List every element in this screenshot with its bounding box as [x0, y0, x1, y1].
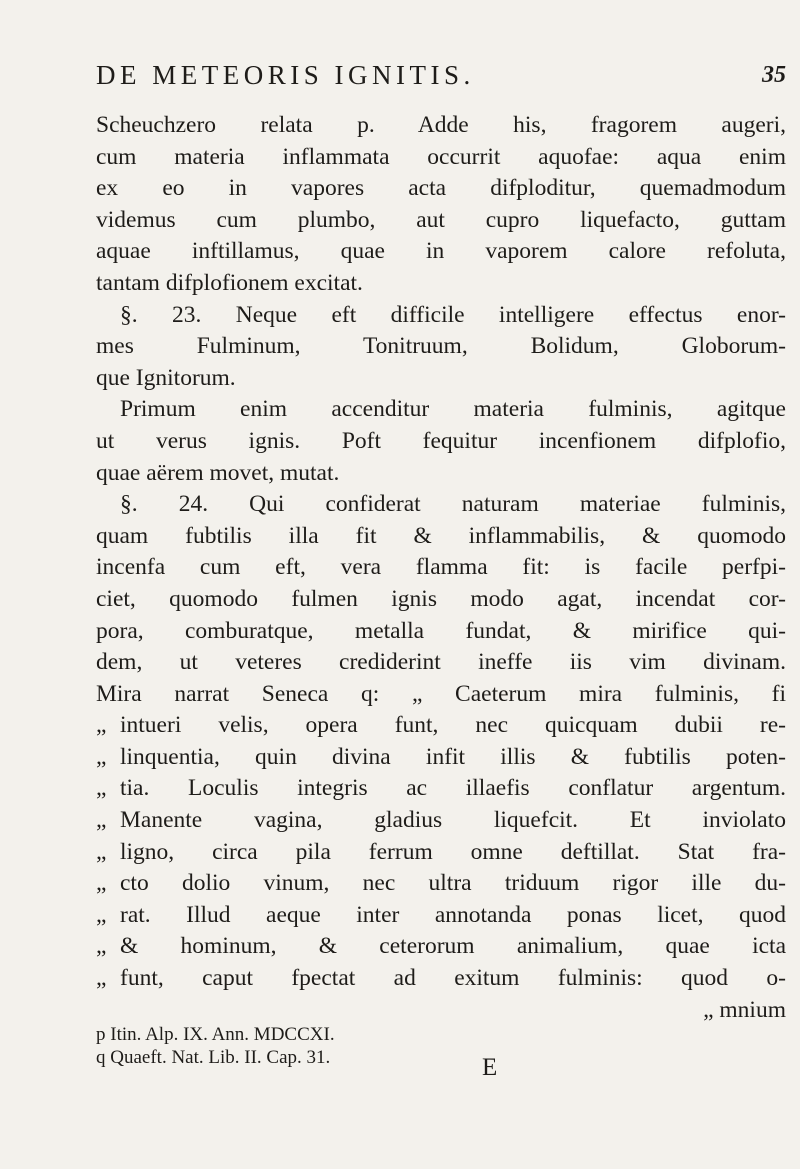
footnote: p Itin. Alp. IX. Ann. MDCCXI. — [96, 1024, 335, 1045]
text-line: que Ignitorum. — [96, 364, 236, 391]
quote-line — [96, 837, 786, 869]
page-number: 35 — [762, 62, 786, 88]
footnotes — [96, 1023, 496, 1069]
quote-mark: „ — [96, 743, 107, 770]
quote-mark: „ — [96, 838, 107, 865]
quote-mark: „ — [96, 965, 107, 992]
quote-line — [96, 773, 786, 805]
text-line: Mira narrat Seneca q: „ Caeterum mira fulminis, fi — [96, 680, 786, 707]
quote-line — [96, 868, 786, 900]
text-line: mes Fulminum, Tonitruum, Bolidum, Globorum- — [96, 333, 786, 360]
quote-text: funt, caput fpectat ad exitum fulminis: quod o- — [120, 965, 786, 992]
section-heading-line: §. 23. Neque eft difficile intelligere effectus enor- — [120, 301, 786, 328]
quote-line — [96, 742, 786, 774]
text-line: quam fubtilis illa fit & inflammabilis, & quomodo — [96, 522, 786, 549]
text-line: ex eo in vapores acta difploditur, quemadmodum — [96, 175, 786, 202]
catchword-line: „ mnium — [703, 996, 786, 1023]
quote-line — [96, 805, 786, 837]
text-line: incenfa cum eft, vera flamma fit: is facile perfpi- — [96, 554, 786, 581]
section-heading-line: §. 24. Qui confiderat naturam materiae fulminis, — [120, 491, 786, 518]
quote-text: & hominum, & ceterorum animalium, quae icta — [120, 933, 786, 960]
text-line: aquae inftillamus, quae in vaporem calore refoluta, — [96, 238, 786, 265]
quote-mark: „ — [96, 901, 107, 928]
quote-mark: „ — [96, 807, 107, 834]
text-line: cum materia inflammata occurrit aquofae: aqua enim — [96, 143, 786, 170]
signature-mark: E — [482, 1054, 499, 1081]
quote-mark: „ — [96, 870, 107, 897]
text-line: Scheuchzero relata p. Adde his, fragorem augeri, — [96, 112, 786, 138]
text-line: quae aërem movet, mutat. — [96, 459, 340, 486]
quote-text: cto dolio vinum, nec ultra triduum rigor ille du- — [120, 870, 786, 897]
quote-text: tia. Loculis integris ac illaefis conflatur argentum. — [120, 775, 786, 802]
page-header — [96, 60, 786, 100]
quote-line — [96, 900, 786, 932]
text-line: Primum enim accenditur materia fulminis, agitque — [120, 396, 786, 423]
quote-text: ligno, circa pila ferrum omne deftillat. Stat fra- — [120, 838, 786, 865]
quote-line — [96, 710, 786, 742]
text-line: pora, comburatque, metalla fundat, & mirifice qui- — [96, 617, 786, 644]
footnote: q Quaeft. Nat. Lib. II. Cap. 31. — [96, 1047, 331, 1068]
quote-text: linquentia, quin divina infit illis & fubtilis poten- — [120, 743, 786, 770]
quote-mark: „ — [96, 712, 107, 739]
quote-text: rat. Illud aeque inter annotanda ponas licet, quod — [120, 901, 786, 928]
running-title: DE METEORIS IGNITIS. — [96, 60, 475, 90]
text-line: tantam difplofionem excitat. — [96, 269, 363, 296]
quote-mark: „ — [96, 933, 107, 960]
text-line: videmus cum plumbo, aut cupro liquefacto, guttam — [96, 206, 786, 233]
quote-text: intueri velis, opera funt, nec quicquam dubii re- — [120, 712, 786, 739]
body-text — [96, 110, 786, 1026]
text-line: dem, ut veteres crediderint ineffe iis vim divinam. — [96, 649, 786, 676]
quote-line — [96, 963, 786, 995]
quote-mark: „ — [96, 775, 107, 802]
quote-line — [96, 931, 786, 963]
text-line: ciet, quomodo fulmen ignis modo agat, incendat cor- — [96, 585, 786, 612]
quote-text: Manente vagina, gladius liquefcit. Et inviolato — [120, 807, 786, 834]
text-line: ut verus ignis. Poft fequitur incenfionem difplofio, — [96, 427, 786, 454]
